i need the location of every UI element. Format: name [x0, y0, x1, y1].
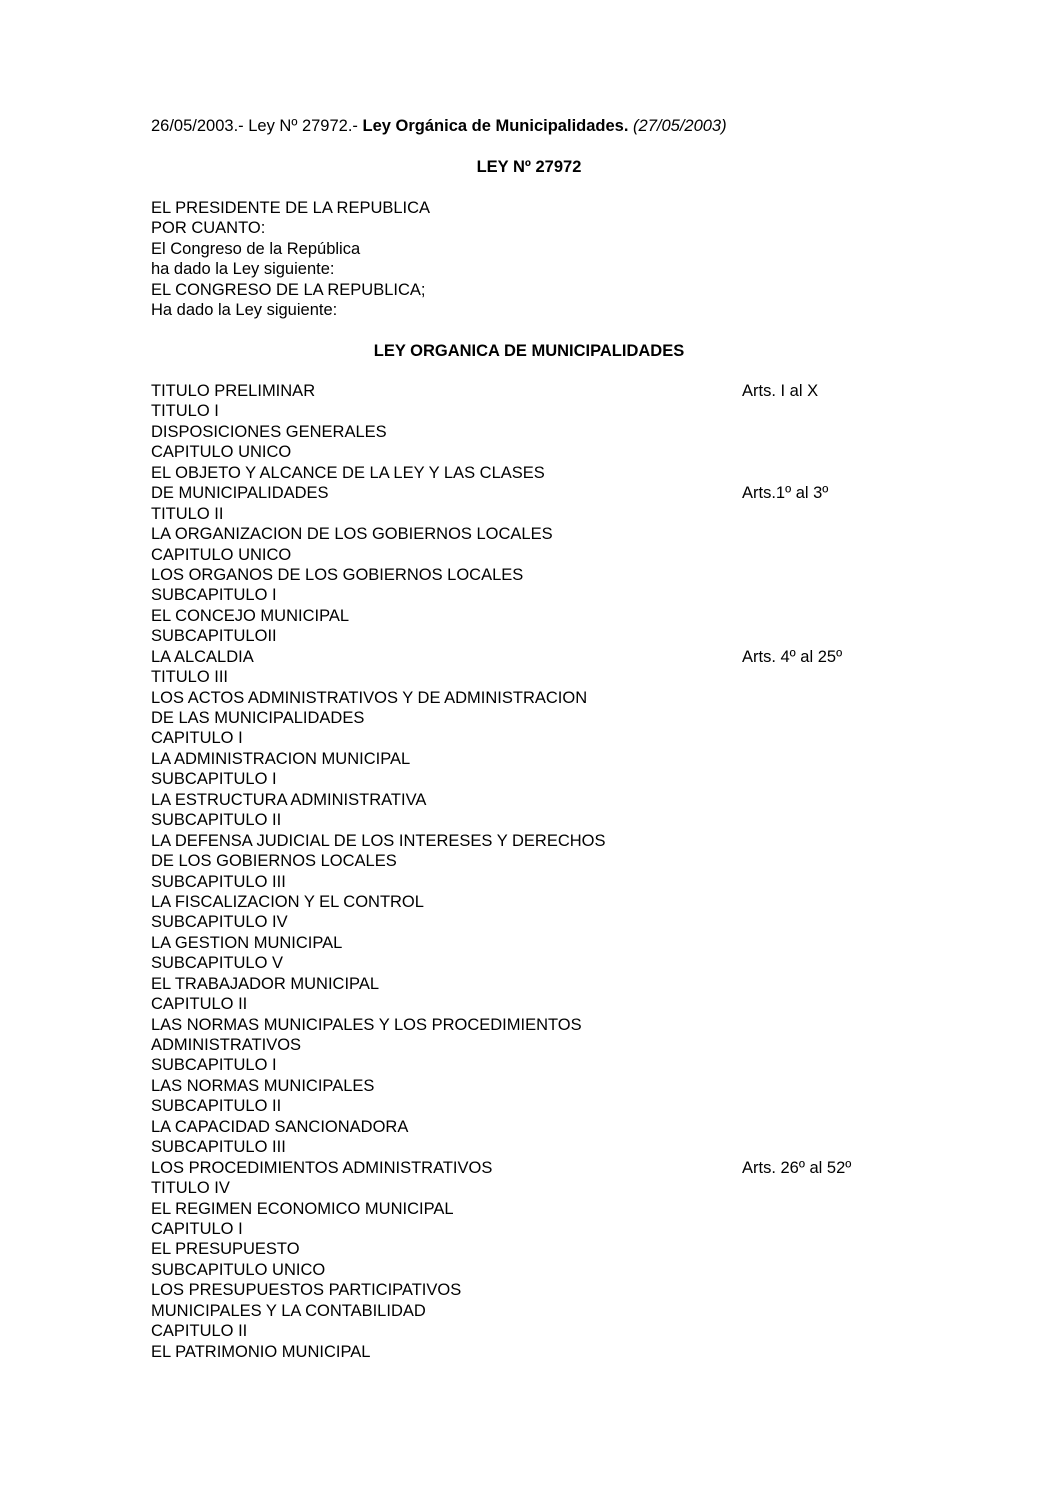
toc-entry-text: SUBCAPITULO I [151, 1056, 277, 1075]
toc-entry-text: DE LAS MUNICIPALIDADES [151, 709, 365, 727]
toc-row [151, 1015, 911, 1035]
toc-row [151, 1158, 911, 1178]
toc-row [151, 728, 911, 748]
toc-row [151, 463, 911, 483]
preamble-line: Ha dado la Ley siguiente: [151, 301, 338, 320]
law-number-title: LEY Nº 27972 [476, 158, 582, 176]
toc-row [151, 524, 911, 544]
toc-entry-text: MUNICIPALES Y LA CONTABILIDAD [151, 1301, 426, 1320]
toc-row [151, 1219, 911, 1239]
toc-entry-text: TITULO IV [151, 1179, 230, 1198]
toc-row [151, 1137, 911, 1157]
toc-entry-text: SUBCAPITULO I [151, 586, 277, 605]
toc-entry-articles: Arts. 26º al 52º [742, 1158, 852, 1177]
toc-row [151, 667, 911, 687]
toc-entry-articles: Arts. 4º al 25º [742, 647, 843, 666]
toc-row [151, 708, 911, 728]
toc-entry-text: LOS PRESUPUESTOS PARTICIPATIVOS [151, 1281, 462, 1300]
table-of-contents [151, 381, 911, 1362]
toc-entry-text: ADMINISTRATIVOS [151, 1036, 302, 1054]
toc-row [151, 912, 911, 932]
toc-entry-text: LAS NORMAS MUNICIPALES [151, 1076, 375, 1095]
toc-row [151, 851, 911, 871]
header-line [151, 117, 727, 136]
toc-row [151, 483, 911, 503]
toc-row [151, 1342, 911, 1362]
toc-entry-text: CAPITULO UNICO [151, 545, 292, 564]
toc-entry-text: EL PATRIMONIO MUNICIPAL [151, 1342, 371, 1361]
toc-row [151, 545, 911, 565]
toc-entry-text: EL PRESUPUESTO [151, 1240, 300, 1259]
toc-row [151, 1280, 911, 1300]
toc-row [151, 1321, 911, 1341]
preamble-line: POR CUANTO: [151, 219, 266, 238]
toc-entry-text: LAS NORMAS MUNICIPALES Y LOS PROCEDIMIENTOS [151, 1015, 582, 1034]
toc-row [151, 974, 911, 994]
toc-row [151, 606, 911, 626]
toc-row [151, 769, 911, 789]
toc-entry-text: LA FISCALIZACION Y EL CONTROL [151, 892, 424, 911]
toc-row [151, 504, 911, 524]
toc-row [151, 1199, 911, 1219]
toc-row [151, 1178, 911, 1198]
toc-entry-text: CAPITULO II [151, 995, 248, 1014]
toc-row [151, 565, 911, 585]
toc-entry-text: EL TRABAJADOR MUNICIPAL [151, 974, 379, 993]
preamble-line: EL CONGRESO DE LA REPUBLICA; [151, 280, 426, 299]
toc-row [151, 1035, 911, 1055]
law-name-title: LEY ORGANICA DE MUNICIPALIDADES [373, 342, 685, 360]
toc-entry-text: EL CONCEJO MUNICIPAL [151, 606, 350, 625]
toc-entry-text: DISPOSICIONES GENERALES [151, 422, 387, 441]
toc-entry-text: LA CAPACIDAD SANCIONADORA [151, 1117, 409, 1136]
toc-row [151, 401, 911, 421]
toc-entry-text: SUBCAPITULO V [151, 954, 284, 973]
toc-entry-text: LOS ACTOS ADMINISTRATIVOS Y DE ADMINISTRACION [151, 688, 588, 707]
toc-row [151, 626, 911, 646]
toc-row [151, 1076, 911, 1096]
preamble [151, 198, 430, 320]
toc-entry-text: TITULO I [151, 402, 219, 421]
toc-row [151, 933, 911, 953]
toc-entry-text: LA ESTRUCTURA ADMINISTRATIVA [151, 790, 427, 809]
toc-row [151, 1117, 911, 1137]
toc-entry-text: LOS ORGANOS DE LOS GOBIERNOS LOCALES [151, 565, 524, 584]
toc-entry-text: DE LOS GOBIERNOS LOCALES [151, 852, 397, 871]
toc-entry-text: SUBCAPITULO III [151, 872, 286, 891]
toc-row [151, 1096, 911, 1116]
toc-entry-text: TITULO PRELIMINAR [151, 382, 316, 400]
toc-row [151, 892, 911, 912]
header-publication-date: (27/05/2003) [633, 117, 727, 135]
toc-row [151, 810, 911, 830]
toc-entry-articles: Arts. I al X [742, 382, 819, 400]
toc-row [151, 647, 911, 667]
toc-row [151, 381, 911, 401]
toc-entry-text: LA ADMINISTRACION MUNICIPAL [151, 749, 411, 768]
toc-row [151, 872, 911, 892]
toc-entry-text: LA GESTION MUNICIPAL [151, 933, 343, 952]
toc-row [151, 1239, 911, 1259]
header-law-title: Ley Orgánica de Municipalidades. [362, 117, 629, 135]
toc-entry-text: SUBCAPITULO II [151, 811, 282, 830]
toc-entry-text: EL REGIMEN ECONOMICO MUNICIPAL [151, 1199, 454, 1218]
toc-entry-text: CAPITULO I [151, 1219, 243, 1238]
toc-row [151, 688, 911, 708]
toc-entry-text: TITULO II [151, 504, 224, 523]
toc-entry-text: SUBCAPITULO II [151, 1097, 282, 1116]
toc-row [151, 1301, 911, 1321]
toc-entry-text: LA DEFENSA JUDICIAL DE LOS INTERESES Y DERECHOS [151, 831, 606, 850]
toc-entry-text: EL OBJETO Y ALCANCE DE LA LEY Y LAS CLASES [151, 463, 545, 482]
toc-entry-text: DE MUNICIPALIDADES [151, 484, 329, 503]
preamble-line: ha dado la Ley siguiente: [151, 260, 335, 279]
toc-entry-text: LOS PROCEDIMIENTOS ADMINISTRATIVOS [151, 1158, 493, 1177]
toc-entry-text: LA ORGANIZACION DE LOS GOBIERNOS LOCALES [151, 525, 553, 544]
toc-row [151, 953, 911, 973]
toc-row [151, 749, 911, 769]
toc-row [151, 422, 911, 442]
toc-row [151, 442, 911, 462]
toc-entry-text: CAPITULO I [151, 729, 243, 748]
toc-entry-text: CAPITULO II [151, 1322, 248, 1341]
toc-row [151, 1260, 911, 1280]
toc-entry-text: CAPITULO UNICO [151, 443, 292, 462]
toc-entry-text: LA ALCALDIA [151, 647, 254, 666]
toc-entry-articles: Arts.1º al 3º [742, 484, 829, 503]
toc-row [151, 1055, 911, 1075]
toc-row [151, 831, 911, 851]
toc-row [151, 585, 911, 605]
toc-entry-text: SUBCAPITULO I [151, 770, 277, 789]
toc-row [151, 790, 911, 810]
toc-entry-text: SUBCAPITULOII [151, 627, 277, 646]
header-date: 26/05/2003.- Ley Nº 27972.- [151, 117, 358, 135]
toc-row [151, 994, 911, 1014]
toc-entry-text: SUBCAPITULO III [151, 1138, 286, 1157]
toc-entry-text: SUBCAPITULO IV [151, 913, 288, 932]
preamble-line: EL PRESIDENTE DE LA REPUBLICA [151, 199, 431, 217]
toc-entry-text: TITULO III [151, 668, 229, 687]
preamble-line: El Congreso de la República [151, 239, 361, 258]
toc-entry-text: SUBCAPITULO UNICO [151, 1260, 326, 1279]
